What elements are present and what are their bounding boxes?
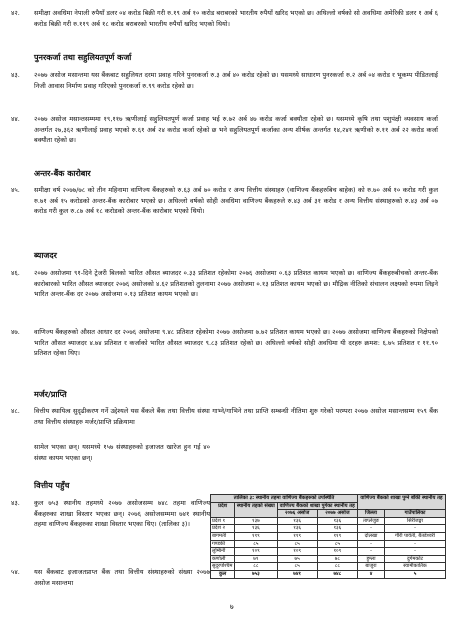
table-cell: सुदूरपश्चिम [211,563,235,571]
table-title: तालिका ३: स्थानीय तहमा वाणिज्य बैंकहरुको उपस्थिति [211,495,358,503]
section-heading-interbank: अन्तर-बैंक कारोबार [34,169,91,178]
table-cell: गण्डकी [211,540,235,548]
table-cell: ७८ [317,555,357,563]
table-row [211,540,446,548]
table-cell: - [385,525,446,533]
table-cell: ८५ [277,563,317,571]
paragraph-text: २०७७ असोजमा ९१-दिने ट्रेजरी बिलको भारित औसत ब्याजदर ०.३३ प्रतिशत रहेकोमा २०७६ असोजमा ०.६३ प्रतिशत कायम भएको छ। वाणिज्य बैंकहरुबीचको अन्तर-बैंक कारोबारको भारित औसत ब्याजदर २०७६ असोजको ४.६२ प्रतिशतको तुलनामा २०७७ असोजमा ०.१३ प्रतिशत कायम भएको छ। मौद्रिक नीतिको संचालन लक्ष्यको रुपमा लिइने भारित अन्तर-बैंक दर २०७७ असोजमा ०.१३ प्रतिशत कायम भएको छ। [34,269,438,299]
table-cell: ५ [385,570,446,578]
table-cell: १३६ [277,525,317,533]
table-cell: दोलखा [357,532,384,540]
table-cell: ८८ [235,563,277,571]
table-cell: प्रदेश १ [211,517,235,525]
table-cell: सिरीजङ्घा [385,517,446,525]
paragraph-48 [11,406,438,427]
table-row [211,555,446,563]
table-row [211,548,446,556]
table-cell: १०९ [277,548,317,556]
table-cell: १३७ [235,517,277,525]
table-row [211,517,446,525]
table-cell: ७४८ [317,570,357,578]
table-row [211,525,446,533]
table-row [211,563,446,571]
paragraph-49 [11,498,210,530]
table-cell: ८५ [317,540,357,548]
table-cell: ८५ [277,540,317,548]
col-year-2076: २०७६ असोज [277,510,317,518]
table-cell: ७५३ [235,570,277,578]
paragraph-number: ४२. [11,9,20,17]
table-cell: ४ [357,570,384,578]
col-municipality: गाउँपालिका [385,510,446,518]
col-district: जिल्ला [357,510,384,518]
table-cell: बाजुरा [357,563,384,571]
paragraph-text: यस बैंकबाट इजाजतप्राप्त बैंक तथा वित्तीय संस्थाहरुको संख्या २०७७ असोज मसान्तमा [34,568,210,587]
paragraph-number: ४७. [11,328,20,336]
paragraph-number: ४५. [11,186,20,194]
table-cell: ७५ [277,555,317,563]
paragraph-text: २०७७ असोज मसान्तमा यस बैंकबाट सहुलियत दरमा प्रवाह गरिने पुनरकर्जा रु.३ अर्ब ४० करोड रहेको छ। यसमध्ये साधारण पुनरकर्जा रु.२ अर्ब ०४ करोड र भूकम्प पीडितलाई निजी आवास निर्माण प्रवाह गरिएको पुनरकर्जा रु.९९ करोड रहेको छ। [34,71,438,90]
table-cell: ११९ [235,532,277,540]
col-province: प्रदेश [211,502,235,517]
table-cell: स्वामीकार्तिक [385,563,446,571]
table-cell: - [357,548,384,556]
table-cell: १३६ [277,517,317,525]
table-row [211,532,446,540]
table-total-row [211,570,446,578]
table-cell: १३६ [317,525,357,533]
paragraph-43 [11,70,438,91]
table-cell: दुर्गमकोट [385,555,446,563]
section-heading-refinance: पुनरकर्जा तथा सहुलियतपूर्ण कर्जा [34,53,132,62]
paragraph-number: ४६. [11,269,20,277]
table-cell: - [385,540,446,548]
table-cell: बागमती [211,532,235,540]
table-cell: हुम्ला [357,555,384,563]
paragraph-44 [11,114,438,146]
paragraph-number: ४३. [11,499,20,507]
table-cell: १०९ [235,548,277,556]
table-cell: कर्णाली [211,555,235,563]
col-year-2077: २०७७ असोज [317,510,357,518]
paragraph-number: ५४. [11,568,20,576]
paragraph-50 [11,567,210,588]
paragraph-text: वित्तीय स्थायित्व सुदृढीकरण गर्ने उद्देश्यले यस बैंकले बैंक तथा वित्तीय संस्था गाभ्ने/गाभिने तथा प्राप्ति सम्बन्धी नीतिमा शुरु गरेको परम्परा २०७७ असोज मसान्तसम्म १५९ बैंक तथा वित्तीय संस्थाहरु मर्जर/प्राप्ति प्रक्रियामा [34,407,438,426]
table-cell: - [357,540,384,548]
paragraph-number: ४८. [11,407,20,415]
section-heading-financial-access: वित्तीय पहुँच [34,481,70,490]
table-cell: प्रदेश २ [211,525,235,533]
table-cell: ताप्लेजुङ [357,517,384,525]
page-number: ७ [230,603,234,611]
table-cell: - [385,548,446,556]
paragraph-45 [11,185,438,217]
table-cell: १३६ [317,517,357,525]
paragraph-text: समीक्षा अवधिमा नेपाली रुपैयाँ डलर ०४ करोड बिक्री गरी रु.१९ अर्ब १० करोड बराबरको भारतीय रुपैयाँ खरिद भएको छ। अघिल्लो वर्षको सो अवधिमा अमेरिकी डलर १ अर्ब ६ करोड बिक्री गरी रु.११९ अर्ब १८ करोड बराबरको भारतीय रुपैयाँ खरिद भएको थियो। [34,9,438,28]
paragraph-42 [11,8,438,29]
section-heading-interest-rate: ब्याजदर [34,251,57,260]
table-cell: गौरी पार्वती, बैतडेश्वरी [385,532,446,540]
table-cell: ७९ [235,555,277,563]
table-cell: ८५ [235,540,277,548]
table-cell: कुल [211,570,235,578]
table-cell: ८८ [317,563,357,571]
paragraph-number: ४३. [11,71,20,79]
col-local-levels: स्थानीय तहको संख्या [235,502,277,517]
section-heading-merger: मर्जर/प्राप्ति [34,390,67,399]
table-cell: ११९ [277,532,317,540]
paragraph-48-continued [34,442,210,463]
paragraph-number: ४४. [11,115,20,123]
col-branch-reached: वाणिज्य बैंकको शाखा पुगेका स्थानीय तह [277,502,357,510]
paragraph-text: सामेल भएका छन्। यसमध्ये १५७ संस्थाहरुको इजाजत खारेज हुन गई ४० संस्था कायम भएका छन्। [34,443,210,462]
paragraph-47 [11,327,438,359]
paragraph-46 [11,268,438,300]
paragraph-text: समीक्षा वर्ष २०७७/७८ को तीन महिनामा वाणिज्य बैंकहरुको रु.६३ अर्ब ७० करोड र अन्य वित्तीय संस्थाहरु (वाणिज्य बैंकहरुबिच बाहेक) को रु.७० अर्ब १० करोड गरी कुल रु.७१ अर्ब १५ करोडको अन्तर-बैंक कारोबार भएको छ। अघिल्लो वर्षको सोही अवधिमा वाणिज्य बैंकहरुले रु.४३ अर्ब ३१ करोड र अन्य वित्तीय संस्थाहरुको रु.४३ अर्ब ०७ करोड गरी कुल रु.८७ अर्ब १८ करोडको अन्तर-बैंक कारोबार भएको थियो। [34,186,438,216]
table-cell: ७४१ [277,570,317,578]
table-right-title: वाणिज्य बैंकको शाखा पुग्ने बाँकी स्थानीय तह [357,495,445,510]
table-cell: लुम्बिनी [211,548,235,556]
table-cell: - [357,525,384,533]
table-cell: १३६ [235,525,277,533]
local-level-bank-presence-table [210,494,446,579]
paragraph-text: कुल ७५३ स्थानीय तहमध्ये २०७७ असोजसम्म ७४८ तहमा वाणिज्य बैंकहरुका शाखा विस्तार भएका छन्। २०७६ असोजसम्ममा ७४१ स्थानीय तहमा वाणिज्य बैंकहरुका शाखा विस्तार भएका थिए। (तालिका ३)। [34,499,210,529]
table-cell: ११९ [317,532,357,540]
table-cell: १०९ [317,548,357,556]
paragraph-text: वाणिज्य बैंकहरुको औसत आधार दर २०७६ असोजमा ९.४८ प्रतिशत रहेकोमा २०७७ असोजमा ७.७२ प्रतिशत कायम भएको छ। २०७७ असोजमा वाणिज्य बैंकहरुको निक्षेपको भारित औसत ब्याजदर ४.७४ प्रतिशत र कर्जाको भारित औसत ब्याजदर ९.८३ प्रतिशत रहेको छ। अघिल्लो वर्षको सोही अवधिमा यी दरहरु क्रमश: ६.७५ प्रतिशत र ११.९० प्रतिशत रहेका थिए। [34,328,438,358]
paragraph-text: २०७७ असोज मसान्तसम्ममा १९,११७ ऋणीलाई सहुलियतपूर्ण कर्जा प्रवाह भई रु.७२ अर्ब ४७ करोड कर्जा बक्यौता रहेको छ। यसमध्ये कृषि तथा पशुपंक्षी व्यवसाय कर्जा अन्तर्गत २७,३६२ ऋणीलाई प्रवाह भएको रु.६१ अर्ब २४ करोड कर्जा रहेको छ भने सहुलियतपूर्ण कर्जाका अन्य शीर्षक अन्तर्गत १४,२४१ ऋणीको रु.११ अर्ब २२ करोड कर्जा बक्यौता रहेको छ। [34,115,438,145]
